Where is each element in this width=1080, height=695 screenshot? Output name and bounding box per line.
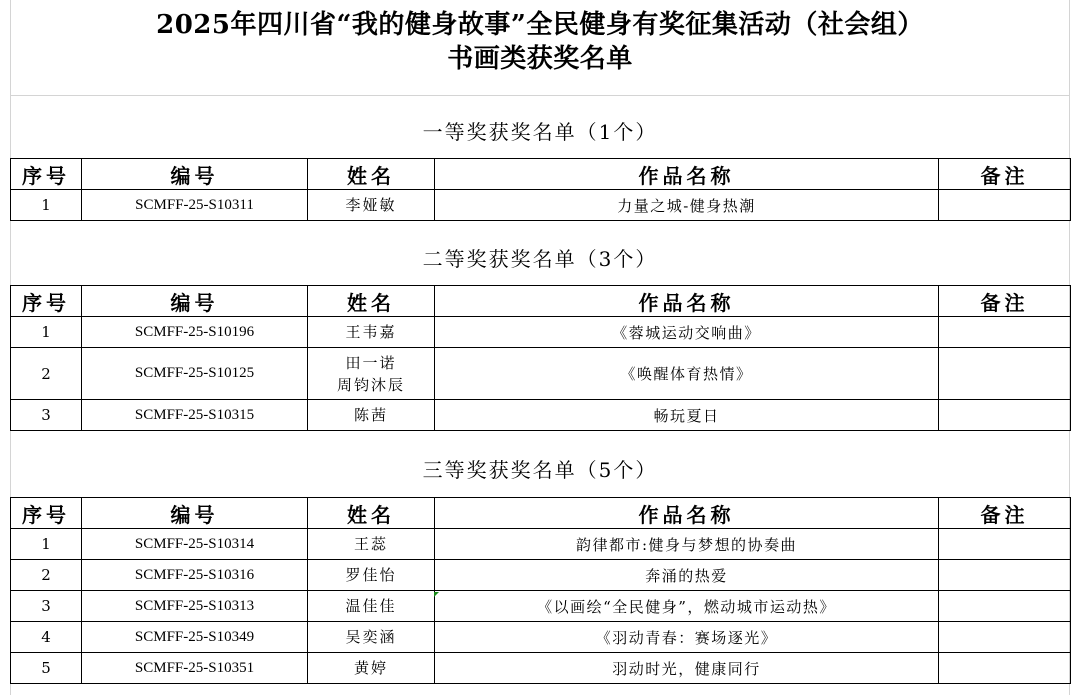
cell-name: 陈茜 xyxy=(308,400,435,431)
cell-name: 黄婷 xyxy=(308,653,435,684)
header-idx: 序号 xyxy=(11,286,82,317)
header-code: 编号 xyxy=(82,159,308,190)
header-idx: 序号 xyxy=(11,159,82,190)
third-prize-title: 三等奖获奖名单（5个） xyxy=(422,458,658,482)
cell-idx: 3 xyxy=(11,591,82,622)
cell-code: SCMFF-25-S10313 xyxy=(82,591,308,622)
cell-note xyxy=(939,400,1071,431)
cell-idx: 1 xyxy=(11,529,82,560)
name-line: 周钧沐辰 xyxy=(336,375,405,394)
cell-work: 《羽动青春：赛场逐光》 xyxy=(435,622,939,653)
cell-code: SCMFF-25-S10196 xyxy=(82,317,308,348)
table-row xyxy=(11,529,1071,560)
cell-note xyxy=(939,622,1071,653)
spreadsheet-sheet xyxy=(10,0,1070,695)
second-prize-title: 二等奖获奖名单（3个） xyxy=(422,247,658,271)
cell-work: 《以画绘“全民健身”，燃动城市运动热》 xyxy=(435,591,939,622)
name-line: 田一诺 xyxy=(345,353,397,372)
cell-work: 韵律都市:健身与梦想的协奏曲 xyxy=(435,529,939,560)
cell-idx: 2 xyxy=(11,348,82,400)
cell-work: 畅玩夏日 xyxy=(435,400,939,431)
cell-note xyxy=(939,529,1071,560)
table-row xyxy=(11,400,1071,431)
header-note: 备注 xyxy=(939,159,1071,190)
document-title xyxy=(10,8,1070,96)
cell-code: SCMFF-25-S10311 xyxy=(82,190,308,221)
table-header-row xyxy=(11,286,1071,317)
cell-work: 羽动时光，健康同行 xyxy=(435,653,939,684)
table-row xyxy=(11,653,1071,684)
first-prize-title: 一等奖获奖名单（1个） xyxy=(422,120,658,144)
table-row xyxy=(11,348,1071,400)
header-work: 作品名称 xyxy=(435,498,939,529)
cell-name: 温佳佳 xyxy=(308,591,435,622)
grid-line xyxy=(10,95,1070,96)
header-code: 编号 xyxy=(82,498,308,529)
table-header-row xyxy=(11,498,1071,529)
header-work: 作品名称 xyxy=(435,286,939,317)
cell-code: SCMFF-25-S10125 xyxy=(82,348,308,400)
cell-comment-marker-icon xyxy=(434,592,439,597)
cell-idx: 2 xyxy=(11,560,82,591)
third-prize-table xyxy=(10,497,1071,684)
table-header-row xyxy=(11,159,1071,190)
title-line-1: 2025年四川省“我的健身故事”全民健身有奖征集活动（社会组） xyxy=(156,10,924,40)
header-name: 姓名 xyxy=(308,159,435,190)
table-row xyxy=(11,317,1071,348)
second-prize-table xyxy=(10,285,1071,431)
header-note: 备注 xyxy=(939,498,1071,529)
cell-code: SCMFF-25-S10351 xyxy=(82,653,308,684)
first-prize-table xyxy=(10,158,1071,221)
cell-note xyxy=(939,653,1071,684)
cell-code: SCMFF-25-S10316 xyxy=(82,560,308,591)
cell-code: SCMFF-25-S10349 xyxy=(82,622,308,653)
header-idx: 序号 xyxy=(11,498,82,529)
cell-note xyxy=(939,560,1071,591)
cell-name xyxy=(308,348,435,400)
table-row xyxy=(11,622,1071,653)
cell-idx: 5 xyxy=(11,653,82,684)
table-row xyxy=(11,190,1071,221)
header-code: 编号 xyxy=(82,286,308,317)
cell-name: 李娅敏 xyxy=(308,190,435,221)
cell-idx: 1 xyxy=(11,317,82,348)
cell-note xyxy=(939,190,1071,221)
cell-work: 力量之城-健身热潮 xyxy=(435,190,939,221)
cell-note xyxy=(939,591,1071,622)
cell-name: 王韦嘉 xyxy=(308,317,435,348)
cell-code: SCMFF-25-S10315 xyxy=(82,400,308,431)
cell-work: 《唤醒体育热情》 xyxy=(435,348,939,400)
cell-code: SCMFF-25-S10314 xyxy=(82,529,308,560)
cell-idx: 1 xyxy=(11,190,82,221)
cell-idx: 4 xyxy=(11,622,82,653)
cell-note xyxy=(939,317,1071,348)
cell-work: 《蓉城运动交响曲》 xyxy=(435,317,939,348)
cell-name: 王蕊 xyxy=(308,529,435,560)
header-work: 作品名称 xyxy=(435,159,939,190)
table-row xyxy=(11,591,1071,622)
header-name: 姓名 xyxy=(308,286,435,317)
table-row xyxy=(11,560,1071,591)
cell-name: 吴奕涵 xyxy=(308,622,435,653)
cell-idx: 3 xyxy=(11,400,82,431)
title-line-2: 书画类获奖名单 xyxy=(447,44,633,74)
cell-name: 罗佳怡 xyxy=(308,560,435,591)
cell-work: 奔涌的热爱 xyxy=(435,560,939,591)
header-name: 姓名 xyxy=(308,498,435,529)
cell-note xyxy=(939,348,1071,400)
header-note: 备注 xyxy=(939,286,1071,317)
